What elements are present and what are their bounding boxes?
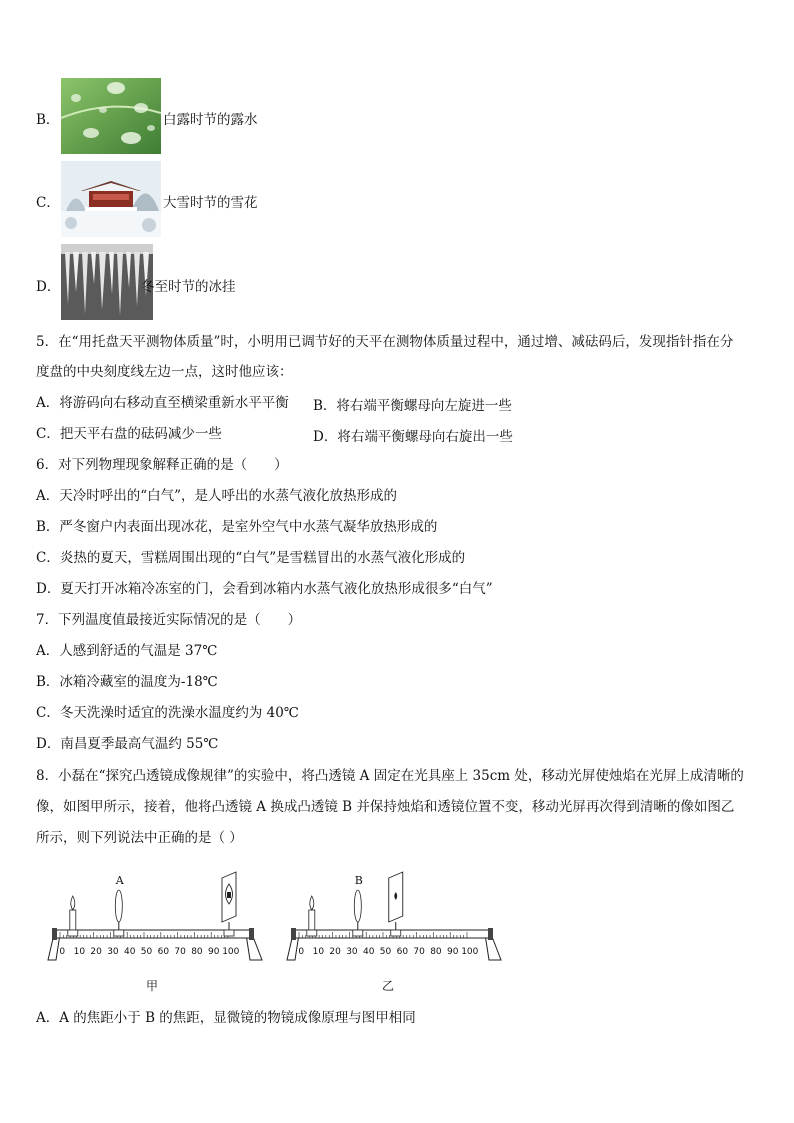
optical-bench-figure-jia <box>38 868 268 968</box>
candle-holder <box>307 930 317 936</box>
optical-bench-yi-svg <box>277 868 507 968</box>
bench-right-end <box>488 928 493 940</box>
q8-option-a: A．A 的焦距小于 B 的焦距，显微镜的物镜成像原理与图甲相同 <box>36 1010 416 1026</box>
scale-tick-label: 80 <box>191 947 203 957</box>
scale-tick-label: 50 <box>140 947 153 957</box>
scale-tick-label: 70 <box>413 947 425 957</box>
candle-body <box>70 910 76 930</box>
option-letter: D． <box>36 279 61 295</box>
q5-option-c: C．把天平右盘的砝码减少一些 <box>36 426 222 442</box>
screen-holder <box>391 930 401 936</box>
q8-stem-line3: 所示，则下列说法中正确的是（ ） <box>36 830 243 846</box>
option-caption: 大雪时节的雪花 <box>163 195 258 211</box>
q7-option-d: D．南昌夏季最高气温约 55℃ <box>36 736 219 752</box>
scale-tick-label: 30 <box>346 947 358 957</box>
scale-tick-label: 90 <box>208 947 220 957</box>
q7-stem: 7．下列温度值最接近实际情况的是（ ） <box>36 612 302 628</box>
scale-tick-label: 80 <box>430 947 442 957</box>
screen-holder <box>224 930 234 936</box>
q7-option-b: B．冰箱冷藏室的温度为-18℃ <box>36 674 218 690</box>
lens-holder <box>114 930 124 936</box>
q5-option-a: A．将游码向右移动直至横梁重新水平平衡 <box>36 395 289 411</box>
icicles-image <box>61 244 153 320</box>
option-letter: C． <box>36 195 60 211</box>
snowy-pavilion-image <box>61 161 161 237</box>
scale-tick-label: 0 <box>59 947 66 957</box>
scale-tick-label: 60 <box>157 947 170 957</box>
q6-option-b: B．严冬窗户内表面出现冰花，是室外空气中水蒸气凝华放热形成的 <box>36 519 438 535</box>
q7-option-a: A．人感到舒适的气温是 37℃ <box>36 643 218 659</box>
q8-stem-line2: 像，如图甲所示，接着，他将凸透镜 A 换成凸透镜 B 并保持烛焰和透镜位置不变，移动光屏再次得到清晰的像如图乙 <box>36 799 735 815</box>
q8-stem-line1: 8．小磊在“探究凸透镜成像规律”的实验中，将凸透镜 A 固定在光具座上 35cm 处，移动光屏使烛焰在光屏上成清晰的 <box>36 768 744 784</box>
candle-holder <box>68 930 78 936</box>
q6-stem: 6．对下列物理现象解释正确的是（ ） <box>36 457 288 473</box>
candle-body <box>309 910 315 930</box>
flame-image-core <box>227 892 231 898</box>
lens-holder <box>353 930 363 936</box>
scale-tick-label: 40 <box>363 947 375 957</box>
bench-left-end <box>291 928 296 940</box>
scale-tick-label: 50 <box>379 947 392 957</box>
bench-right-end <box>249 928 254 940</box>
scale-tick-label: 0 <box>298 947 305 957</box>
q5-option-b: B．将右端平衡螺母向左旋进一些 <box>313 398 512 414</box>
scale-tick-label: 90 <box>447 947 459 957</box>
option-caption: 冬至时节的冰挂 <box>141 279 236 295</box>
q5-option-d: D．将右端平衡螺母向右旋出一些 <box>313 429 513 445</box>
scale-tick-label: 60 <box>396 947 409 957</box>
lens-label: B <box>354 874 363 887</box>
q6-option-a: A．天冷时呼出的“白气”，是人呼出的水蒸气液化放热形成的 <box>36 488 398 504</box>
scale-tick-label: 100 <box>222 947 240 957</box>
candle-flame <box>71 896 75 910</box>
scale-tick-label: 100 <box>461 947 479 957</box>
lens-label: A <box>115 874 124 887</box>
dew-leaf-image <box>61 78 161 154</box>
scale-tick-label: 40 <box>124 947 136 957</box>
optical-bench-jia-svg <box>38 868 268 968</box>
scale-tick-label: 10 <box>73 947 86 957</box>
candle-flame <box>310 896 314 910</box>
q6-option-c: C．炎热的夏天，雪糕周围出现的“白气”是雪糕冒出的水蒸气液化形成的 <box>36 550 466 566</box>
scale-tick-label: 10 <box>312 947 325 957</box>
lens <box>115 890 122 922</box>
q5-stem-line2: 度盘的中央刻度线左边一点，这时他应该： <box>36 364 293 380</box>
scale-tick-label: 20 <box>90 947 102 957</box>
figure-caption-jia: 甲 <box>146 979 159 993</box>
optical-bench-figure-yi <box>277 868 507 968</box>
option-letter: B． <box>36 112 60 128</box>
scale-tick-label: 30 <box>107 947 119 957</box>
q7-option-c: C．冬天洗澡时适宜的洗澡水温度约为 40℃ <box>36 705 299 721</box>
scale-tick-label: 20 <box>329 947 341 957</box>
option-caption: 白露时节的露水 <box>163 112 258 128</box>
q5-stem-line1: 5．在“用托盘天平测物体质量”时，小明用已调节好的天平在测物体质量过程中，通过增、减砝码后，发现指针指在分 <box>36 334 734 350</box>
bench-left-end <box>52 928 57 940</box>
scale-tick-label: 70 <box>174 947 186 957</box>
q6-option-d: D．夏天打开冰箱冷冻室的门，会看到冰箱内水蒸气液化放热形成很多“白气” <box>36 581 493 597</box>
figure-caption-yi: 乙 <box>382 979 395 993</box>
lens <box>354 890 361 922</box>
